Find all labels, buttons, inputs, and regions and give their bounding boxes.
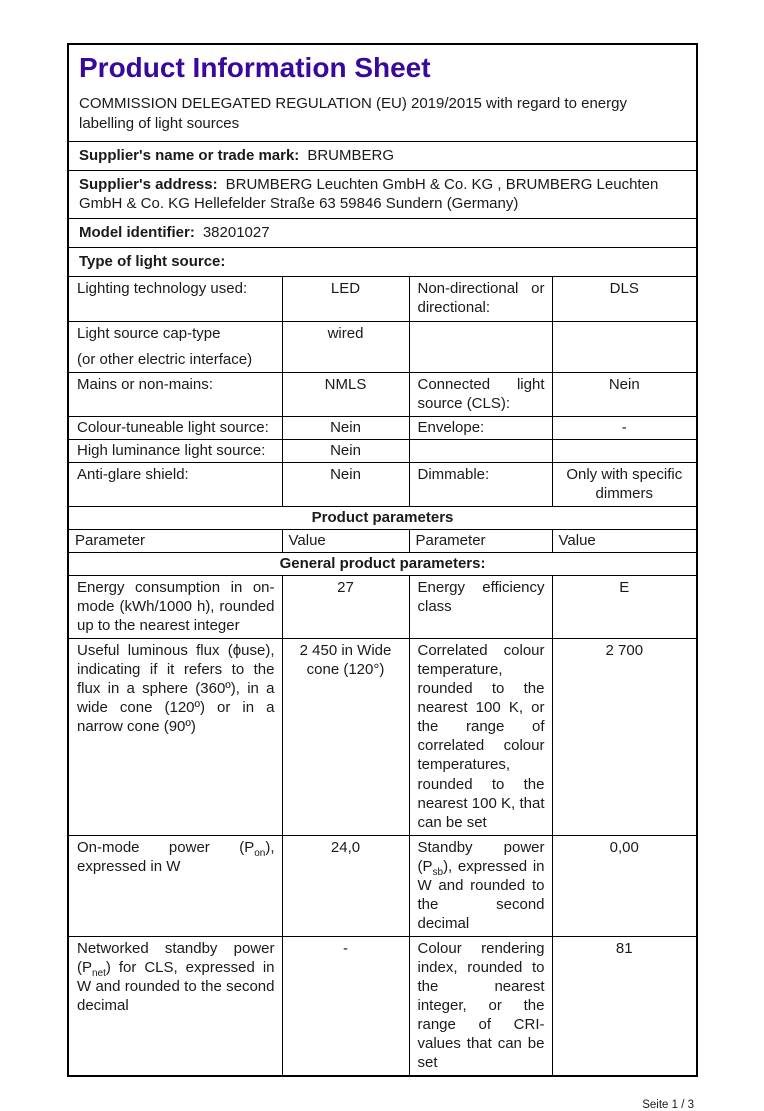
label-subscript: sb xyxy=(432,866,444,878)
param-value: 24,0 xyxy=(282,835,409,936)
param-value: Only with specific dimmers xyxy=(552,462,697,506)
param-value: 27 xyxy=(282,576,409,639)
table-row xyxy=(68,277,697,321)
param-value: NMLS xyxy=(282,372,409,416)
param-label: High luminance light source: xyxy=(68,439,282,462)
param-value: 0,00 xyxy=(552,835,697,936)
param-value: Nein xyxy=(282,439,409,462)
param-label xyxy=(68,936,282,1076)
param-label: Colour rendering index, rounded to the nearest integer, or the range of CRI-values that can be set xyxy=(409,936,552,1076)
title-row xyxy=(68,44,697,142)
param-label: Useful luminous flux (ϕuse), indicating if it refers to the flux in a sphere (360º), in a wide cone (120º) or in a narrow cone (90º) xyxy=(68,639,282,835)
table-row xyxy=(68,462,697,506)
general-parameters-header: General product parameters: xyxy=(68,552,697,575)
table-row xyxy=(68,416,697,439)
param-value: DLS xyxy=(552,277,697,321)
param-value: 2 450 in Wide cone (120°) xyxy=(282,639,409,835)
regulation-text: COMMISSION DELEGATED REGULATION (EU) 2019/2015 with regard to energy labelling of light sources xyxy=(79,95,627,132)
subsection-header-row xyxy=(68,552,697,575)
label-subscript: net xyxy=(92,967,106,979)
label-text: ), expressed in W xyxy=(77,838,275,875)
column-header: Value xyxy=(282,529,409,552)
label-text: On-mode power (P xyxy=(77,838,255,856)
product-parameters-header: Product parameters xyxy=(68,506,697,529)
empty-cell xyxy=(552,439,697,462)
column-header: Parameter xyxy=(68,529,282,552)
param-label: Energy efficiency class xyxy=(409,576,552,639)
param-label xyxy=(68,835,282,936)
product-info-table xyxy=(67,43,698,1077)
model-identifier-row xyxy=(68,219,697,248)
param-label: Energy consumption in on-mode (kWh/1000 h), rounded up to the nearest integer xyxy=(68,576,282,639)
supplier-address-row xyxy=(68,171,697,219)
param-label: Envelope: xyxy=(409,416,552,439)
column-header: Value xyxy=(552,529,697,552)
supplier-name-label: Supplier's name or trade mark: xyxy=(79,147,300,165)
label-subscript: on xyxy=(254,847,266,859)
supplier-address-value: BRUMBERG Leuchten GmbH & Co. KG , BRUMBERG Leuchten GmbH & Co. KG Hellefelder Straße 63 59846 Sundern (Germany) xyxy=(79,176,659,213)
section-header-row xyxy=(68,506,697,529)
param-label: Colour-tuneable light source: xyxy=(68,416,282,439)
param-value: 2 700 xyxy=(552,639,697,835)
param-value: Nein xyxy=(552,372,697,416)
param-value: LED xyxy=(282,277,409,321)
supplier-name-value: BRUMBERG xyxy=(307,147,394,165)
title-cell xyxy=(68,44,697,142)
label-text: Networked standby power (P xyxy=(77,939,275,976)
empty-cell xyxy=(552,321,697,372)
table-row xyxy=(68,639,697,835)
label-text: ), expressed in W and rounded to the second decimal xyxy=(417,857,545,932)
label-text: Standby power (P xyxy=(417,838,545,875)
type-of-light-source-row xyxy=(68,248,697,277)
param-value: Nein xyxy=(282,416,409,439)
supplier-name-row xyxy=(68,142,697,171)
param-label xyxy=(68,321,282,372)
param-value: Nein xyxy=(282,462,409,506)
type-of-light-source-cell xyxy=(68,248,697,277)
model-identifier-cell xyxy=(68,219,697,248)
table-row xyxy=(68,835,697,936)
cap-type-line1: Light source cap-type xyxy=(77,324,221,342)
table-row xyxy=(68,321,697,372)
document-page xyxy=(67,43,697,1111)
param-value: 81 xyxy=(552,936,697,1076)
model-identifier-label: Model identifier: xyxy=(79,224,195,242)
table-row xyxy=(68,372,697,416)
page-number: Seite 1 / 3 xyxy=(642,1099,694,1111)
empty-cell xyxy=(409,439,552,462)
supplier-name-cell xyxy=(68,142,697,171)
column-header-row xyxy=(68,529,697,552)
param-label: Mains or non-mains: xyxy=(68,372,282,416)
supplier-address-cell xyxy=(68,171,697,219)
supplier-address-label: Supplier's address: xyxy=(79,176,218,194)
param-value: E xyxy=(552,576,697,639)
param-label: Correlated colour temperature, rounded to the nearest 100 K, or the range of correlated colour temperatures, rounded to the nearest 100 K, that can be set xyxy=(409,639,552,835)
param-label: Connected light source (CLS): xyxy=(409,372,552,416)
page-title: Product Information Sheet xyxy=(79,52,431,83)
param-label: Dimmable: xyxy=(409,462,552,506)
param-value: - xyxy=(552,416,697,439)
param-label: Non-directional or directional: xyxy=(409,277,552,321)
table-row xyxy=(68,576,697,639)
param-value: - xyxy=(282,936,409,1076)
label-text: ) for CLS, expressed in W and rounded to the second decimal xyxy=(77,958,275,1015)
table-row xyxy=(68,936,697,1076)
type-of-light-source-label: Type of light source: xyxy=(79,253,226,271)
table-row xyxy=(68,439,697,462)
param-label: Lighting technology used: xyxy=(68,277,282,321)
param-value: wired xyxy=(282,321,409,372)
column-header: Parameter xyxy=(409,529,552,552)
empty-cell xyxy=(409,321,552,372)
model-identifier-value: 38201027 xyxy=(202,224,270,242)
cap-type-line2: (or other electric interface) xyxy=(77,350,253,368)
param-label: Anti-glare shield: xyxy=(68,462,282,506)
param-label xyxy=(409,835,552,936)
